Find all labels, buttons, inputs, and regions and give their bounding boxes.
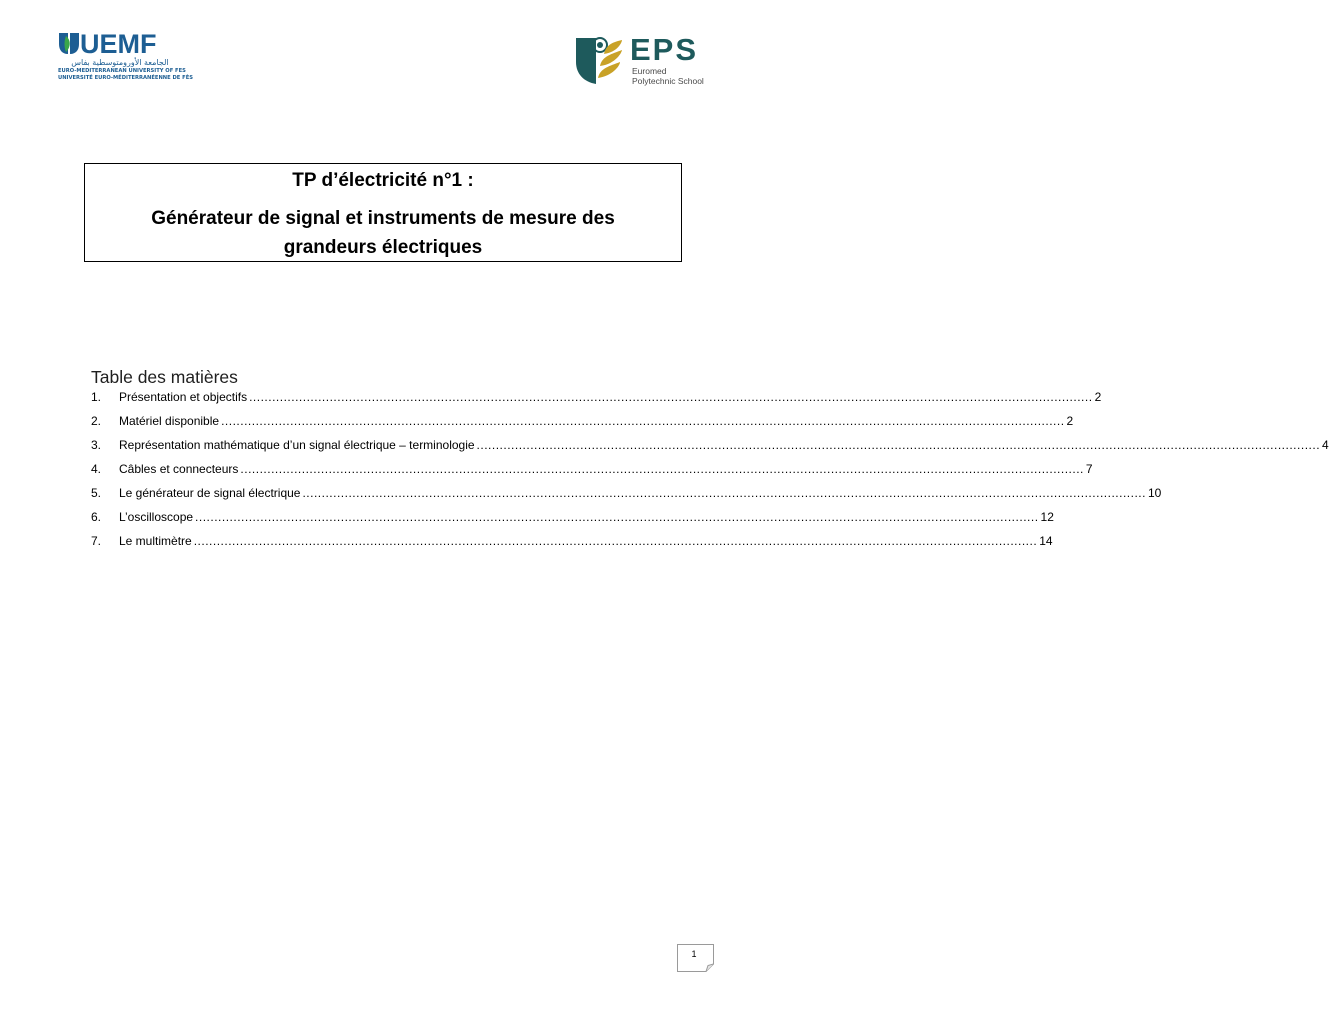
uemf-logo (58, 29, 193, 90)
eps-wordmark: EPS (630, 32, 699, 67)
toc-entry[interactable] (91, 533, 1053, 557)
toc-entry-page: 4 (1322, 438, 1329, 452)
title-box (84, 163, 682, 262)
toc-entry-number: 3. (91, 438, 102, 452)
toc-dot-leader: ............................................................................................................................................................................................................................ (240, 462, 1084, 476)
toc-entry-number: 7. (91, 534, 102, 548)
toc-entry-page: 2 (1066, 414, 1074, 428)
toc-entry[interactable] (91, 485, 1162, 509)
toc-entry-number: 2. (91, 414, 102, 428)
toc-entry-label: Matériel disponible (119, 414, 220, 428)
toc-entry-number: 5. (91, 486, 102, 500)
toc-entry-number: 4. (91, 462, 102, 476)
toc-entry[interactable] (91, 437, 1329, 461)
eps-emblem-icon (574, 36, 624, 86)
toc-entry-label: Le générateur de signal électrique (119, 486, 301, 500)
toc-entry-label: Présentation et objectifs (119, 390, 248, 404)
toc-entry-label: Câbles et connecteurs (119, 462, 239, 476)
toc-entry-label: Représentation mathématique d’un signal électrique – terminologie (119, 438, 475, 452)
uemf-arabic-name: الجامعة الأورومتوسطية بفاس (71, 58, 169, 67)
toc-entry-page: 10 (1147, 486, 1162, 500)
toc-dot-leader: ............................................................................................................................................................................................................................ (302, 486, 1146, 500)
toc-dot-leader: ............................................................................................................................................................................................................................ (221, 414, 1065, 428)
document-subtitle: Générateur de signal et instruments de mesure des grandeurs électriques (151, 208, 615, 258)
uemf-english-name: EURO-MEDITERRANEAN UNIVERSITY OF FES (58, 68, 186, 74)
page-number-box (677, 944, 713, 970)
toc-heading: Table des matières (91, 367, 238, 387)
toc-dot-leader: ............................................................................................................................................................................................................................ (195, 510, 1039, 524)
eps-logo (574, 32, 724, 88)
toc-entry[interactable] (91, 509, 1054, 533)
uemf-french-name: UNIVERSITÉ EURO-MÉDITERRANÉENNE DE FÈS (58, 75, 193, 81)
toc-dot-leader: ............................................................................................................................................................................................................................ (476, 438, 1321, 452)
page-number: 1 (691, 949, 697, 959)
toc-entry-page: 14 (1039, 534, 1053, 548)
uemf-emblem-icon (58, 32, 80, 56)
toc-entry-label: L’oscilloscope (119, 510, 194, 524)
document-title: TP d’électricité n°1 : (292, 170, 474, 191)
toc-entry-page: 2 (1094, 390, 1102, 404)
toc-entry-page: 12 (1040, 510, 1054, 524)
toc-dot-leader: ............................................................................................................................................................................................................................ (249, 390, 1093, 404)
uemf-wordmark: UEMF (80, 29, 157, 59)
toc-entry[interactable] (91, 413, 1074, 437)
table-of-contents (91, 389, 1329, 557)
toc-entry-number: 1. (91, 390, 102, 404)
toc-entry-number: 6. (91, 510, 102, 524)
toc-entry-page: 7 (1085, 462, 1093, 476)
toc-dot-leader: ............................................................................................................................................................................................................................ (193, 534, 1038, 548)
eps-tagline-2: Polytechnic School (632, 76, 704, 86)
toc-entry[interactable] (91, 461, 1093, 485)
toc-entry-label: Le multimètre (119, 534, 192, 548)
eps-tagline-1: Euromed (632, 66, 667, 76)
toc-entry[interactable] (91, 389, 1102, 413)
